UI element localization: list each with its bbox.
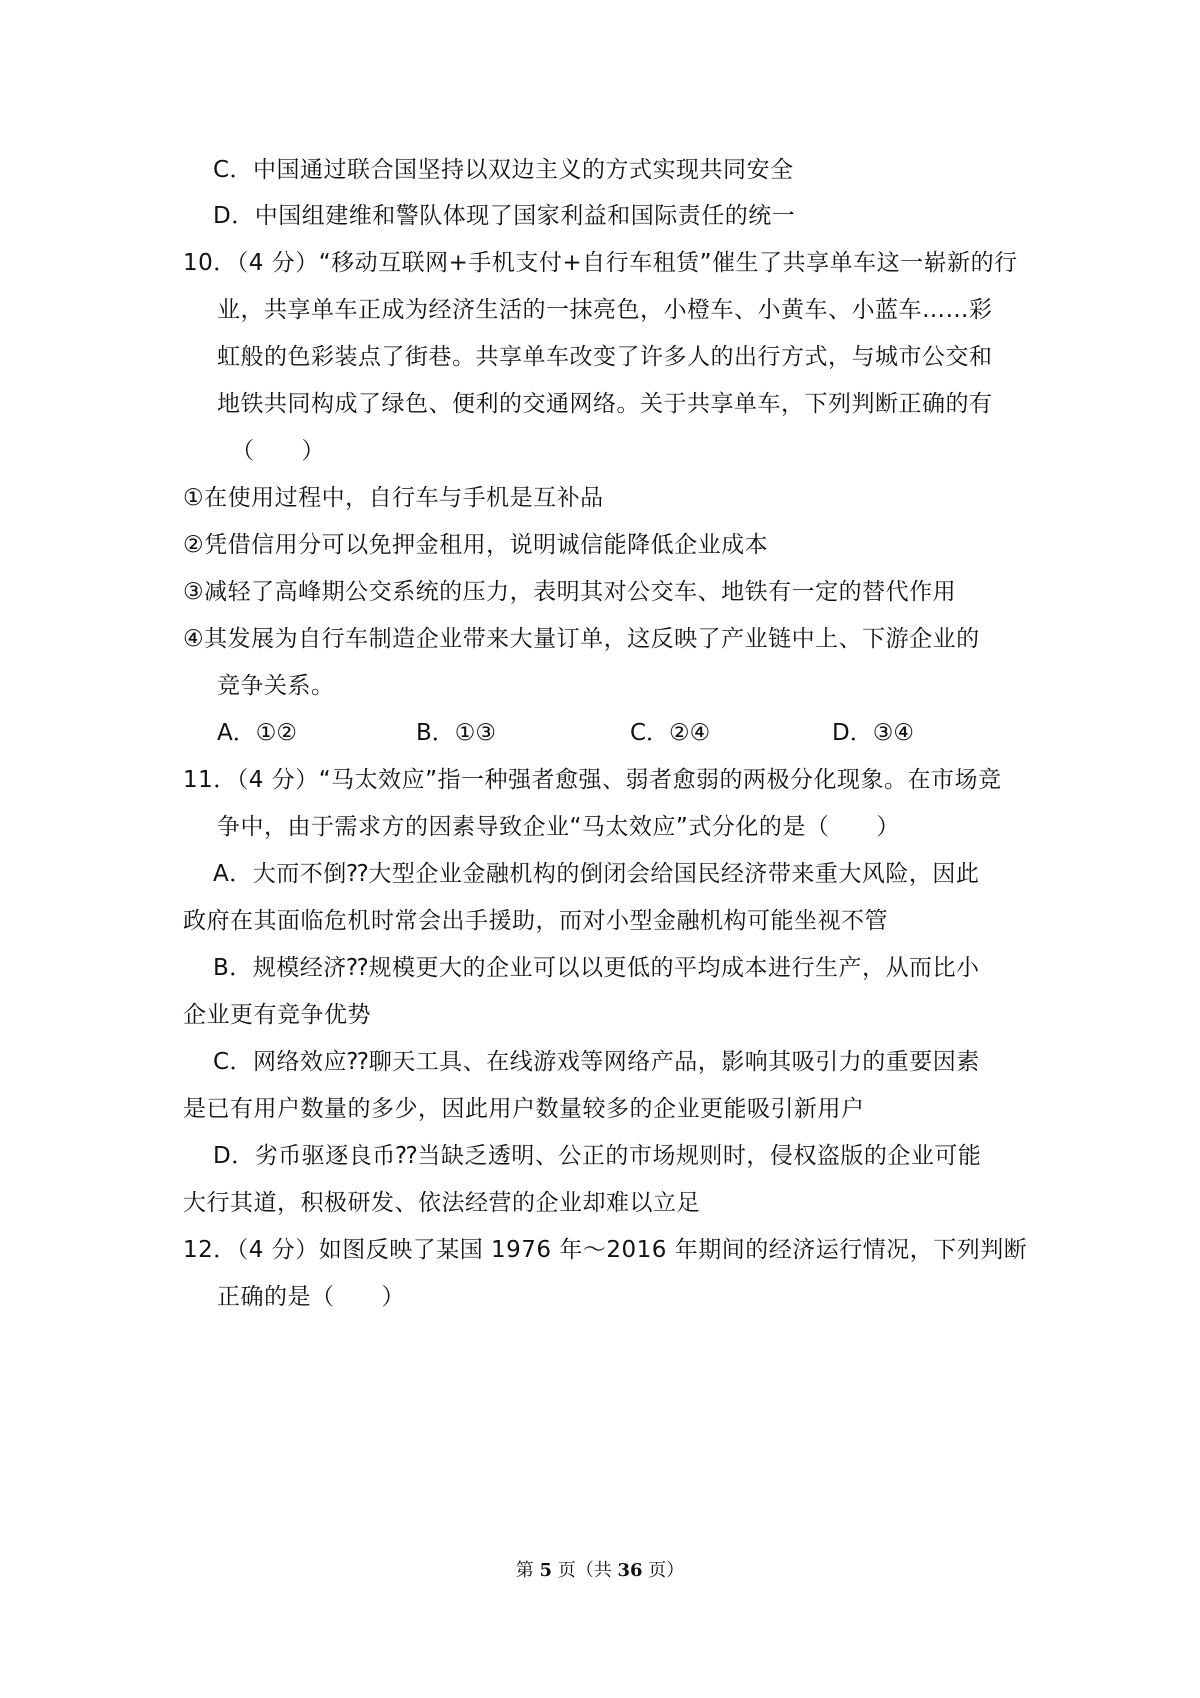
q11-option-c-line2: 是已有用户数量的多少，因此用户数量较多的企业更能吸引新用户	[183, 1096, 865, 1122]
q10-option-d: D．③④	[832, 720, 914, 746]
q11-option-a-line2: 政府在其面临危机时常会出手援助，而对小型金融机构可能坐视不管	[183, 908, 888, 934]
q10-statement-4b: 竞争关系。	[217, 673, 335, 699]
q11-option-d-line1: D．劣币驱逐良币⁇当缺乏透明、公正的市场规则时，侵权盗版的企业可能	[213, 1143, 982, 1169]
q12-stem-line1: 12．（4 分）如图反映了某国 1976 年～2016 年期间的经济运行情况，下列判断	[183, 1237, 1028, 1263]
footer-total-pages: 36	[617, 1560, 643, 1581]
q10-statement-1: ①在使用过程中，自行车与手机是互补品	[183, 485, 604, 511]
q10-option-c: C．②④	[630, 720, 711, 746]
q11-option-a-line1: A．大而不倒⁇大型企业金融机构的倒闭会给国民经济带来重大风险，因此	[213, 861, 980, 887]
q10-stem-line1: 10．（4 分）“移动互联网+手机支付+自行车租赁”催生了共享单车这一崭新的行	[183, 250, 1018, 276]
footer-middle: 页（共	[557, 1560, 612, 1581]
q10-stem-line4: 地铁共同构成了绿色、便利的交通网络。关于共享单车，下列判断正确的有	[217, 391, 993, 417]
q10-stem-line3: 虹般的色彩装点了街巷。共享单车改变了许多人的出行方式，与城市公交和	[217, 344, 993, 370]
q10-option-a: A．①②	[217, 720, 297, 746]
q9-option-c: C．中国通过联合国坚持以双边主义的方式实现共同安全	[213, 157, 794, 183]
q10-statement-2: ②凭借信用分可以免押金租用，说明诚信能降低企业成本	[183, 532, 769, 558]
q10-option-b: B．①③	[416, 720, 497, 746]
q12-stem-line2: 正确的是（ ）	[217, 1284, 405, 1310]
q11-stem-line1: 11．（4 分）“马太效应”指一种强者愈强、弱者愈弱的两极分化现象。在市场竞	[183, 767, 1002, 793]
page-footer	[0, 1559, 1200, 1583]
q9-option-d: D．中国组建维和警队体现了国家利益和国际责任的统一	[213, 203, 796, 229]
q11-option-c-line1: C．网络效应⁇聊天工具、在线游戏等网络产品，影响其吸引力的重要因素	[213, 1049, 980, 1075]
q11-stem-line2: 争中，由于需求方的因素导致企业“马太效应”式分化的是（ ）	[217, 814, 900, 840]
q11-option-b-line1: B．规模经济⁇规模更大的企业可以以更低的平均成本进行生产，从而比小	[213, 955, 980, 981]
q11-option-b-line2: 企业更有竞争优势	[183, 1002, 371, 1028]
q10-statement-3: ③减轻了高峰期公交系统的压力，表明其对公交车、地铁有一定的替代作用	[183, 579, 957, 605]
q10-stem-line2: 业，共享单车正成为经济生活的一抹亮色，小橙车、小黄车、小蓝车……彩	[217, 297, 993, 323]
footer-prefix: 第	[515, 1560, 534, 1581]
footer-page-number: 5	[539, 1560, 552, 1581]
q10-statement-4a: ④其发展为自行车制造企业带来大量订单，这反映了产业链中上、下游企业的	[183, 626, 980, 652]
q11-option-d-line2: 大行其道，积极研发、依法经营的企业却难以立足	[183, 1190, 700, 1216]
q10-answer-blank: （ ）	[231, 438, 325, 464]
footer-suffix: 页）	[648, 1560, 685, 1581]
